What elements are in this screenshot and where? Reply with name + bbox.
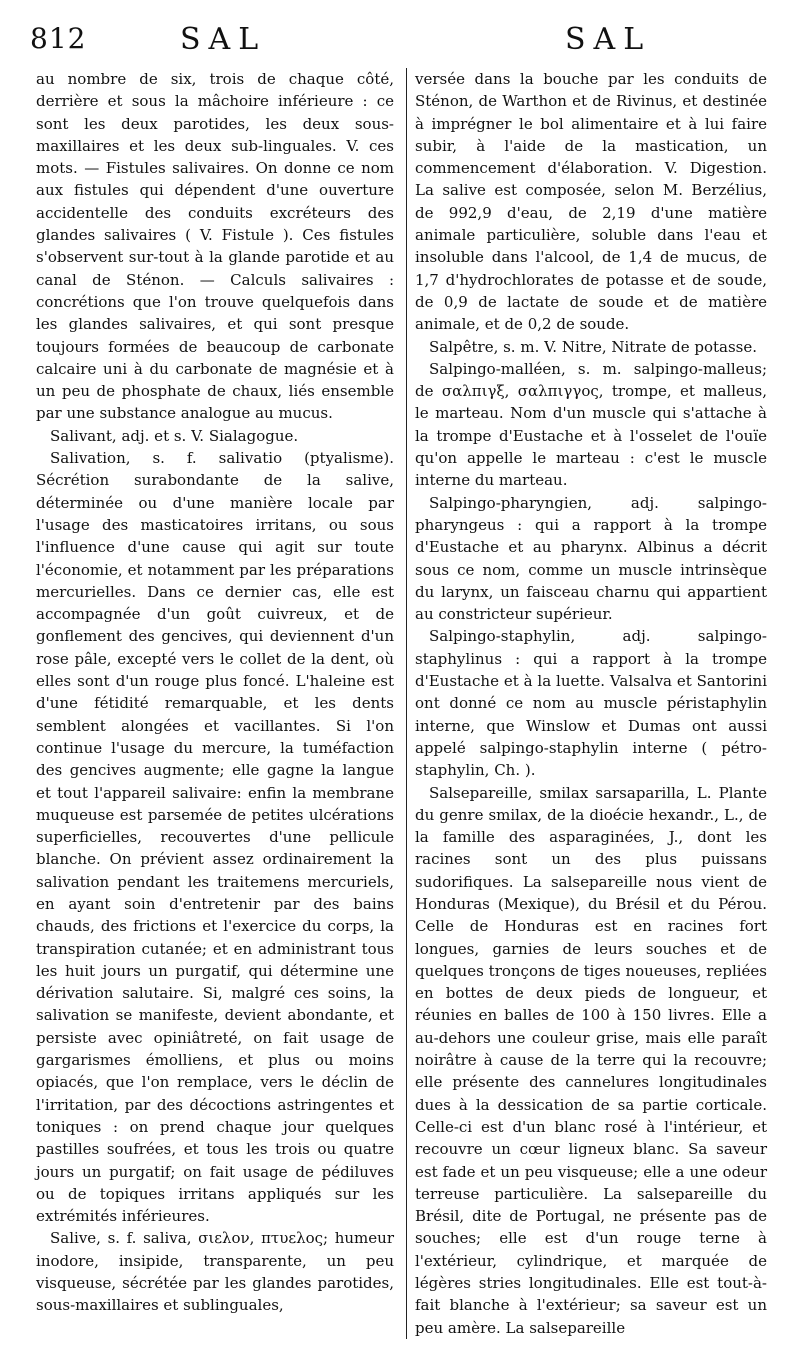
- page-number: 812: [30, 22, 87, 55]
- entry-salpetre: Salpêtre, s. m. V. Nitre, Nitrate de potasse.: [429, 337, 758, 356]
- entry-salivant: Salivant, adj. et s. V. Sialagogue.: [50, 426, 299, 445]
- entry-salivation: Salivation, s. f. salivatio (ptyalisme). Sécrétion surabondante de la salive, déterminée ou d'une manière locale par l'usage des masticatoires irritans, ou sous l'influence d'une cause qui agit sur toute l'économie, et notamment par les préparations mercurielles. Dans ce dernier cas, elle est accompagnée d'un goût cuivreux, et de gonflement des gencives, qui deviennent d'un rose pâle, excepté vers le collet de la dent, où elles sont d'un rouge plus foncé. L'haleine est d'une fétidité remarquable, et les dents semblent alongées et vacillantes. Si l'on continue l'usage du mercure, la tuméfaction des gencives augmente; elle gagne la langue et tout l'appareil salivaire: enfin la membrane muqueuse est parsemée de petites ulcérations superficielles, recouvertes d'une pellicule blanche. On prévient assez ordinairement la salivation pendant les traitemens mercuriels, en ayant soin d'entretenir par des bains chauds, des frictions et l'exercice du corps, la transpiration cutanée; et en administrant tous les huit jours un purgatif, qui détermine une dérivation salutaire. Si, malgré ces soins, la salivation se manifeste, devient abondante, et persiste avec opiniâtreté, on fait usage de gargarismes émolliens, et plus ou moins opiacés, que l'on remplace, vers le déclin de l'irritation, par des décoctions astringentes et toniques : on prend chaque jour quelques pastilles soufrées, et tous les trois ou quatre jours un purgatif; on fait usage de pédiluves ou de topiques irritans appliqués sur les extrémités inférieures.: [36, 449, 394, 1226]
- running-head-right: SAL: [565, 22, 652, 57]
- entry-salpingo-pharyngien: Salpingo-pharyngien, adj. salpingo-pharyngeus : qui a rapport à la trompe d'Eustache et au pharynx. Albinus a décrit sous ce nom, comme un muscle intrinsèque du larynx, un faisceau charnu qui appartient au constricteur supérieur.: [415, 493, 767, 624]
- entry-continuation-salive: versée dans la bouche par les conduits de Sténon, de Warthon et de Rivinus, et destinée à imprégner le bol alimentaire et à lui faire subir, à l'aide de la mastication, un commencement d'élaboration. V. Digestion. La salive est composée, selon M. Berzélius, de 992,9 d'eau, de 2,19 d'une matière animale particulière, soluble dans l'eau et insoluble dans l'alcool, de 1,4 de mucus, de 1,7 d'hydrochlorates de potasse et de soude, de 0,9 de lactate de soude et de matière animale, et de 0,2 de soude.: [415, 70, 767, 334]
- entry-continuation-salivaires: au nombre de six, trois de chaque côté, derrière et sous la mâchoire inférieure : ce sont les deux parotides, les deux sous-maxillaires et les deux sub-linguales. V. ces mots. — Fistules salivaires. On donne ce nom aux fistules qui dépendent d'une ouverture accidentelle des conduits excréteurs des glandes salivaires ( V. Fistule ). Ces fistules s'observent sur-tout à la glande parotide et au canal de Sténon. — Calculs salivaires : concrétions que l'on trouve quelquefois dans les glandes salivaires, et qui sont presque toujours formées de beaucoup de carbonate calcaire uni à du carbonate de magnésie et à un peu de phosphate de chaux, liés ensemble par une substance analogue au mucus.: [36, 70, 394, 423]
- left-column: [36, 68, 394, 1317]
- entry-salsepareille: Salsepareille, smilax sarsaparilla, L. Plante du genre smilax, de la dioécie hexandr., L., de la famille des asparaginées, J., dont les racines sont un des plus puissans sudorifiques. La salsepareille nous vient de Honduras (Mexique), du Brésil et du Pérou. Celle de Honduras est en racines fort longues, garnies de leurs souches et de quelques tronçons de tiges noueuses, repliées en bottes de deux pieds de longueur, et réunies en balles de 100 à 150 livres. Elle a au-dehors une couleur grise, mais elle paraît noirâtre à cause de la terre qui la recouvre; elle présente des cannelures longitudinales dues à la dessication de sa partie corticale. Celle-ci est d'un blanc rosé à l'intérieur, et recouvre un cœur ligneux blanc. Sa saveur est fade et un peu visqueuse; elle a une odeur terreuse particulière. La salsepareille du Brésil, dite de Portugal, ne présente pas de souches; elle est d'un rouge terne à l'extérieur, cylindrique, et marquée de légères stries longitudinales. Elle est tout-à-fait blanche à l'extérieur; sa saveur est un peu amère. La salsepareille: [415, 783, 767, 1337]
- entry-salive: Salive, s. f. saliva, σιελον, πτυελος; humeur inodore, insipide, transparente, un peu visqueuse, sécrétée par les glandes parotides, sous-maxillaires et sublinguales,: [36, 1229, 394, 1315]
- entry-salpingo-malleen: Salpingo-malléen, s. m. salpingo-malleus; de σαλπιγξ, σαλπιγγος, trompe, et malleus, le marteau. Nom d'un muscle qui s'attache à la trompe d'Eustache et à l'osselet de l'ouïe qu'on appelle le marteau : c'est le muscle interne du marteau.: [415, 359, 767, 490]
- entry-salpingo-staphylin: Salpingo-staphylin, adj. salpingo-staphylinus : qui a rapport à la trompe d'Eustache et à la luette. Valsalva et Santorini ont donné ce nom au muscle péristaphylin interne, que Winslow et Dumas ont aussi appelé salpingo-staphylin interne ( pétro-staphylin, Ch. ).: [415, 627, 767, 780]
- right-column: [406, 68, 767, 1339]
- running-head-left: SAL: [180, 22, 267, 57]
- page-header: [30, 22, 770, 66]
